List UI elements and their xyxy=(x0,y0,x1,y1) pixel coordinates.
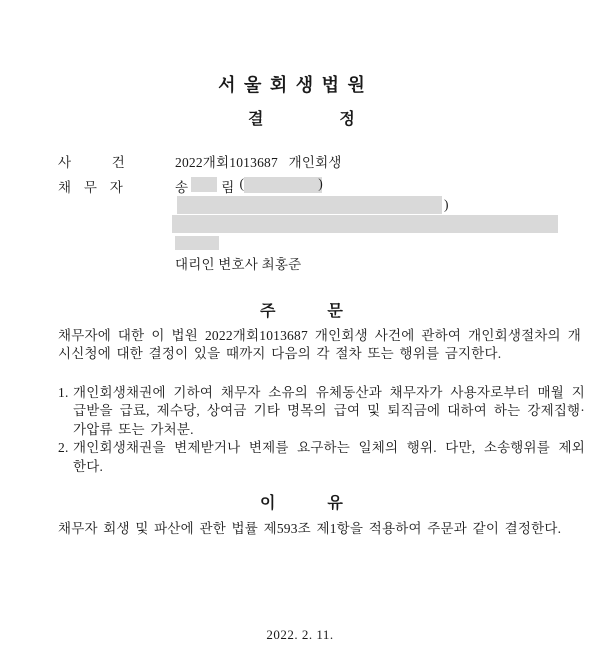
debtor-name-line xyxy=(175,176,323,196)
debtor-label-char: 자 xyxy=(109,180,123,195)
order-item-marker: 1. xyxy=(58,385,69,400)
debtor-row-label xyxy=(58,176,123,196)
reason-heading xyxy=(260,490,343,513)
redaction-box xyxy=(172,215,558,233)
order-heading-char: 문 xyxy=(327,303,343,320)
redaction-box xyxy=(177,196,442,214)
case-row-label xyxy=(58,151,125,171)
case-number-value: 2022개회1013687 개인회생 xyxy=(175,155,342,170)
order-intro-paragraph: 채무자에 대한 이 법원 2022개회1013687 개인회생 사건에 관하여 개인회생절차의 개 시신청에 대한 결정이 있을 때까지 다음의 각 절차 또는 행위를 금지한다. xyxy=(58,328,581,362)
close-paren: ) xyxy=(444,197,449,212)
order-heading xyxy=(260,298,343,321)
close-paren: ) xyxy=(318,176,323,191)
order-item xyxy=(58,439,585,476)
debtor-name-first: 송 xyxy=(175,180,189,195)
case-label-char: 사 xyxy=(58,155,72,170)
order-item-marker: 2. xyxy=(58,440,69,456)
order-heading-char: 주 xyxy=(260,303,276,320)
reason-text: 채무자 회생 및 파산에 관한 법률 제593조 제1항을 적용하여 주문과 같이 결정한다. xyxy=(58,521,562,536)
redaction-box xyxy=(244,177,322,193)
attorney-line: 대리인 변호사 최홍준 xyxy=(175,257,302,272)
order-item-text: 개인회생채권에 기하여 채무자 소유의 유체동산과 채무자가 사용자로부터 매월 지 급받을 급료, 제수당, 상여금 기타 명목의 급여 및 퇴직금에 대하여 하는 강제집행· 가압류 또는 가처분. xyxy=(73,385,585,437)
decision-title-char: 결 xyxy=(248,111,264,128)
debtor-name-last: 림 xyxy=(221,180,235,195)
decision-title xyxy=(248,106,355,129)
redaction-box xyxy=(191,177,217,192)
open-paren: ( xyxy=(239,176,245,191)
debtor-label-char: 무 xyxy=(83,180,98,195)
debtor-label-char: 채 xyxy=(58,180,72,195)
redaction-box xyxy=(175,236,219,250)
court-name-title: 서 울 회 생 법 원 xyxy=(218,75,367,95)
order-item-text: 개인회생채권을 변제받거나 변제를 요구하는 일체의 행위. 다만, 소송행위를 제외 한다. xyxy=(73,440,585,474)
decision-title-char: 정 xyxy=(339,111,355,128)
reason-heading-char: 이 xyxy=(260,495,276,512)
order-item xyxy=(58,384,585,439)
case-label-char: 건 xyxy=(111,155,125,170)
reason-heading-char: 유 xyxy=(327,495,343,512)
decision-date: 2022. 2. 11. xyxy=(266,627,334,642)
order-list xyxy=(58,384,585,476)
